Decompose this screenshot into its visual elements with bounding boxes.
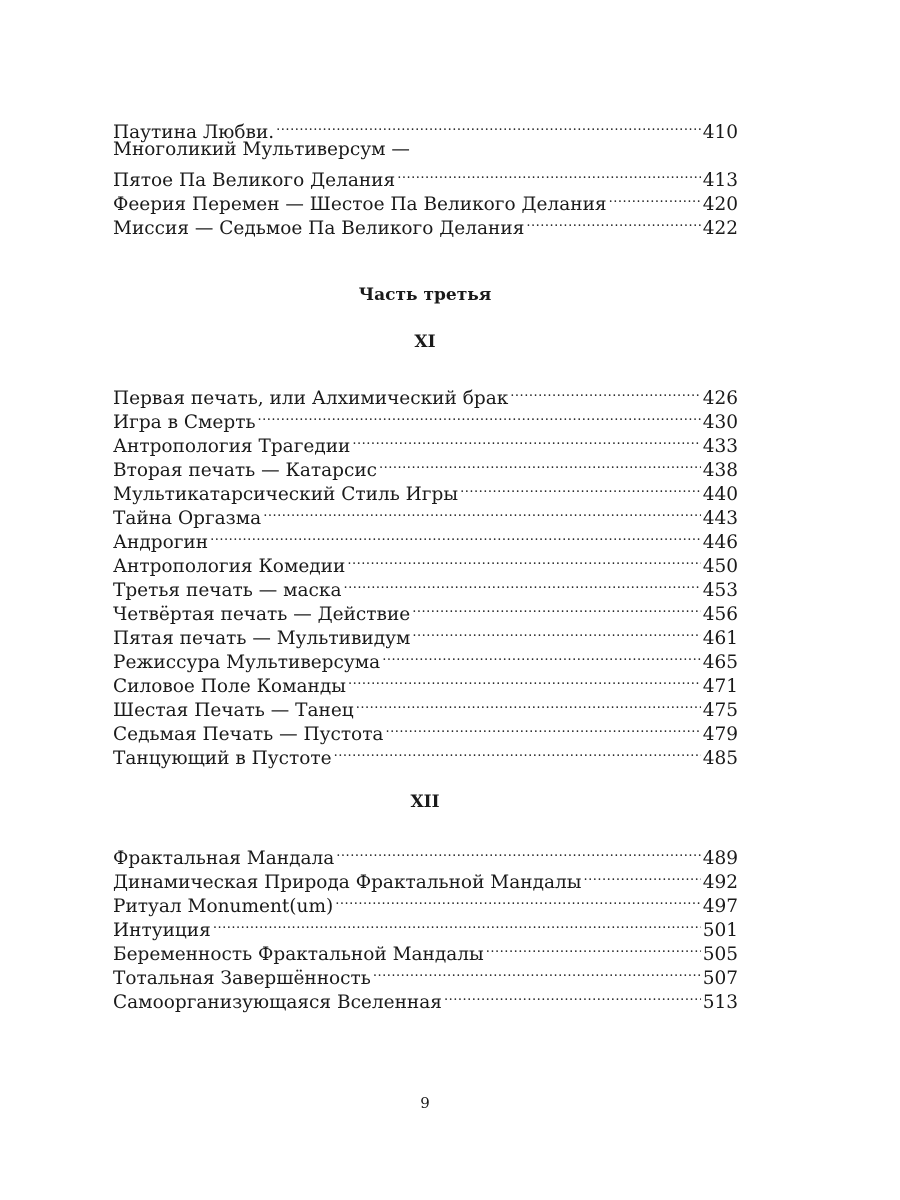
toc-section-xii — [113, 840, 738, 1013]
toc-entry — [113, 162, 738, 191]
toc-section-top — [113, 114, 738, 239]
toc-entry — [113, 380, 738, 409]
dot-leader — [397, 162, 700, 186]
dot-leader — [412, 596, 700, 620]
dot-leader — [263, 500, 701, 524]
toc-entry-page: 413 — [702, 170, 738, 191]
toc-entry-page: 443 — [702, 508, 738, 529]
dot-leader — [444, 984, 701, 1008]
toc-entry-title: Первая печать, или Алхимический брак — [113, 388, 509, 409]
toc-entry-title: Пятая печать — Мультивидум — [113, 628, 411, 649]
dot-leader — [352, 428, 700, 452]
toc-entry-page: 513 — [702, 992, 738, 1013]
chapter-heading-xi: XI — [414, 332, 436, 352]
toc-entry-title: Феерия Перемен — Шестое Па Великого Делания — [113, 194, 607, 215]
toc-entry-page: 410 — [702, 122, 738, 143]
toc-entry-title: Вторая печать — Катарсис — [113, 460, 378, 481]
toc-entry — [113, 114, 738, 143]
dot-leader — [609, 186, 701, 210]
dot-leader — [382, 644, 700, 668]
toc-entry-title: Танцующий в Пустоте — [113, 748, 332, 769]
toc-entry-page: 433 — [702, 436, 738, 457]
toc-section-xi — [113, 380, 738, 769]
dot-leader — [526, 210, 700, 234]
toc-entry-title: Шестая Печать — Танец — [113, 700, 354, 721]
toc-entry-page: 471 — [702, 676, 738, 697]
toc-entry-title: Третья печать — маска — [113, 580, 342, 601]
toc-entry-page: 475 — [702, 700, 738, 721]
toc-entry-page: 461 — [702, 628, 738, 649]
toc-entry-page: 489 — [702, 848, 738, 869]
toc-entry-title: Андрогин — [113, 532, 209, 553]
dot-leader — [334, 740, 701, 764]
toc-entry-page: 485 — [702, 748, 738, 769]
dot-leader — [486, 936, 701, 960]
dot-leader — [385, 716, 700, 740]
toc-entry-page: 430 — [702, 412, 738, 433]
toc-entry-page: 446 — [702, 532, 738, 553]
dot-leader — [583, 864, 700, 888]
toc-entry — [113, 840, 738, 869]
dot-leader — [412, 620, 700, 644]
dot-leader — [356, 692, 701, 716]
toc-entry-title: Силовое Поле Команды — [113, 676, 346, 697]
toc-entry-title: Режиссура Мультиверсума — [113, 652, 381, 673]
toc-entry-title: Антропология Трагедии — [113, 436, 351, 457]
toc-entry-title: Пятое Па Великого Делания — [113, 170, 396, 191]
toc-entry-title: Динамическая Природа Фрактальной Мандалы — [113, 872, 582, 893]
dot-leader — [460, 476, 701, 500]
toc-entry-page: 497 — [702, 896, 738, 917]
toc-entry-title: Мультикатарсический Стиль Игры — [113, 484, 459, 505]
toc-entry-page: 465 — [702, 652, 738, 673]
dot-leader — [336, 840, 700, 864]
dot-leader — [510, 380, 700, 404]
part-heading: Часть третья — [358, 285, 492, 305]
dot-leader — [343, 572, 700, 596]
toc-entry-title: Интуиция — [113, 920, 211, 941]
toc-entry-title: Ритуал Monument(um) — [113, 896, 334, 917]
page-number: 9 — [420, 1094, 430, 1112]
toc-entry-page: 479 — [702, 724, 738, 745]
toc-entry-page: 492 — [702, 872, 738, 893]
toc-entry-title: Беременность Фрактальной Мандалы — [113, 944, 484, 965]
toc-entry-title: Паутина Любви. — [113, 122, 275, 143]
toc-entry-page: 426 — [702, 388, 738, 409]
toc-entry-page: 505 — [702, 944, 738, 965]
dot-leader — [213, 912, 701, 936]
toc-entry-title: Фрактальная Мандала — [113, 848, 335, 869]
dot-leader — [348, 668, 701, 692]
toc-entry-page: 501 — [702, 920, 738, 941]
dot-leader — [347, 548, 700, 572]
dot-leader — [210, 524, 701, 548]
toc-entry-title: Антропология Комедии — [113, 556, 346, 577]
toc-entry-page: 456 — [702, 604, 738, 625]
dot-leader — [373, 960, 701, 984]
toc-entry-title: Тотальная Завершённость — [113, 968, 371, 989]
chapter-heading-xii: XII — [410, 792, 440, 812]
toc-entry-title: Четвёртая печать — Действие — [113, 604, 411, 625]
dot-leader — [379, 452, 701, 476]
toc-entry-title: Игра в Смерть — [113, 412, 256, 433]
toc-entry-title: Самоорганизующаяся Вселенная — [113, 992, 442, 1013]
toc-entry-page: 440 — [702, 484, 738, 505]
dot-leader — [276, 114, 701, 138]
dot-leader — [258, 404, 701, 428]
toc-entry-page: 420 — [702, 194, 738, 215]
dot-leader — [335, 888, 700, 912]
toc-entry-page: 422 — [702, 218, 738, 239]
toc-entry-page: 507 — [702, 968, 738, 989]
toc-entry-page: 453 — [702, 580, 738, 601]
toc-entry-title: Тайна Оргазма — [113, 508, 262, 529]
toc-entry-page: 438 — [702, 460, 738, 481]
toc-entry-title: Седьмая Печать — Пустота — [113, 724, 384, 745]
toc-entry-page: 450 — [702, 556, 738, 577]
toc-entry-title: Миссия — Седьмое Па Великого Делания — [113, 218, 525, 239]
toc-entry-title-line1: Многоликий Мультиверсум — — [113, 139, 410, 160]
